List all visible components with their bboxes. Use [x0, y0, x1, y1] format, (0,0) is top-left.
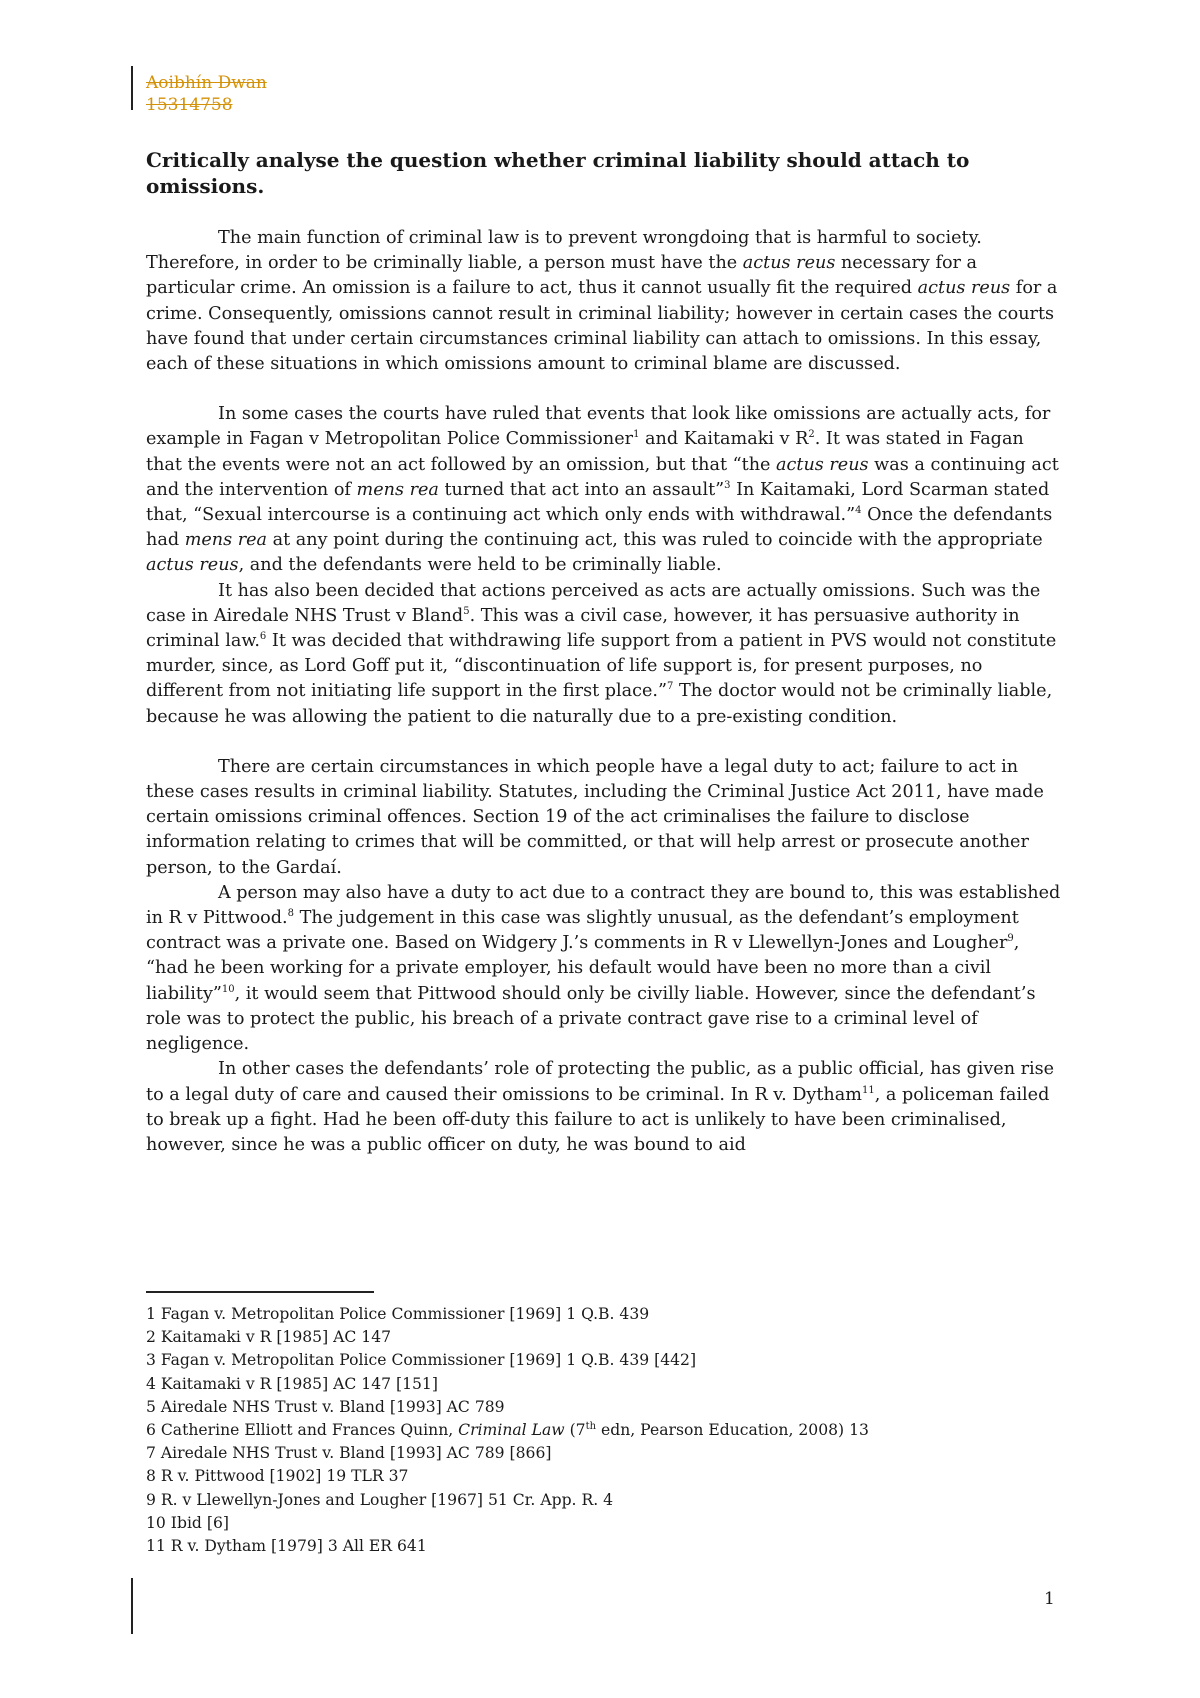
text-run: necessary for a particular crime. An omission is a failure to act, thus it cannot usually fit the required: [146, 253, 978, 299]
text-run: for a crime. Consequently, omissions cannot result in criminal liability; however in certain cases the courts have found that under certain circumstances criminal liability can attach to omissions. In this essay, each of these situations in which omissions amount to criminal blame are discussed.: [146, 278, 1058, 375]
change-bar-top: [131, 66, 133, 110]
italic-term: actus reus: [742, 253, 836, 274]
text-run: It was decided that withdrawing life support from a patient in PVS would not constitute murder, since, as Lord Goff put it, “discontinuation of life support is, for present purposes, no different from not initiating life support in the first place.”: [146, 631, 1057, 702]
text-run: at any point during the continuing act, this was ruled to coincide with the appropriate: [267, 530, 1043, 551]
footnote-item: [146, 1465, 1064, 1488]
italic-term: mens rea: [184, 530, 268, 551]
footnote-ref: th: [585, 1420, 597, 1432]
student-id: 15314758: [146, 95, 233, 115]
footnote-ref: 8: [287, 908, 295, 920]
text-run: 2 Kaitamaki v R [1985] AC 147: [146, 1328, 392, 1347]
italic-term: Criminal Law: [458, 1421, 565, 1440]
footnote-ref: 4: [855, 505, 862, 517]
text-run: 5 Airedale NHS Trust v. Bland [1993] AC 789: [146, 1397, 505, 1416]
paragraph: [146, 402, 1064, 578]
text-run: was a continuing act and the intervention of: [146, 454, 1059, 500]
footnote-ref: 7: [667, 681, 674, 693]
footnote-item: [146, 1489, 1064, 1512]
paragraph: [146, 226, 1064, 377]
essay-title: Critically analyse the question whether criminal liability should attach to omissions.: [146, 148, 970, 198]
footnote-item: [146, 1396, 1064, 1419]
footnote-separator: [146, 1291, 374, 1293]
footnote-item: [146, 1535, 1064, 1558]
footnote-ref: 6: [259, 631, 267, 643]
italic-term: mens rea: [356, 479, 439, 500]
footnote-ref: 1: [633, 429, 640, 441]
text-run: 7 Airedale NHS Trust v. Bland [1993] AC 789 [866]: [146, 1444, 552, 1463]
text-run: There are certain circumstances in which people have a legal duty to act; failure to act in these cases results in criminal liability. Statutes, including the Criminal Justice Act 2011, have made certain omissions criminal offences. Section 19 of the act criminalises the failure to disclose information relating to crimes that will be committed, or that will help arrest or prosecute another person, to the Gardaí.: [146, 756, 1044, 878]
text-run: A person may also have a duty to act due to a contract they are bound to, this was established in R v Pittwood.: [146, 882, 1061, 929]
text-run: and Kaitamaki v R: [639, 429, 809, 450]
text-run: The main function of criminal law is to prevent wrongdoing that is harmful to society. Therefore, in order to be criminally liable, a person must have the: [146, 228, 982, 274]
footnote-ref: 11: [861, 1084, 875, 1096]
text-run: The doctor would not be criminally liable, because he was allowing the patient to die naturally due to a pre-existing condition.: [146, 681, 1053, 727]
footnote-ref: 2: [808, 429, 815, 441]
text-run: . It was stated in Fagan that the events were not an act followed by an omission, but that “the: [146, 429, 1024, 475]
footnote-ref: 9: [1007, 933, 1014, 945]
text-run: In some cases the courts have ruled that events that look like omissions are actually acts, for example in Fagan v Metropolitan Police Commissioner: [146, 404, 1051, 450]
footnote-item: [146, 1419, 1064, 1442]
essay-body: [146, 226, 1064, 1158]
text-run: In other cases the defendants’ role of protecting the public, as a public official, has given rise to a legal duty of care and caused their omissions to be criminal. In R v. Dytham: [146, 1059, 1055, 1105]
footnote-item: [146, 1326, 1064, 1349]
text-run: The judgement in this case was slightly unusual, as the defendant’s employment contract was a private one. Based on Widgery J.’s comments in R v Llewellyn-Jones and Lougher: [146, 908, 1019, 954]
text-run: turned that act into an assault”: [438, 479, 725, 500]
paragraph: [146, 1057, 1064, 1158]
text-run: 4 Kaitamaki v R [1985] AC 147 [151]: [146, 1374, 438, 1393]
text-run: It has also been decided that actions perceived as acts are actually omissions. Such was the case in Airedale NHS Trust v Bland: [146, 580, 1041, 626]
text-run: 8 R v. Pittwood [1902] 19 TLR 37: [146, 1467, 409, 1486]
text-run: 3 Fagan v. Metropolitan Police Commissioner [1969] 1 Q.B. 439 [442]: [146, 1351, 697, 1370]
footnote-item: [146, 1373, 1064, 1396]
footnote-item: [146, 1349, 1064, 1372]
text-run: Once the defendants had: [146, 505, 1053, 551]
author-name: Aoibhín Dwan: [146, 73, 267, 93]
text-run: 10 Ibid [6]: [146, 1513, 229, 1532]
paragraph: [146, 579, 1064, 730]
text-run: edn, Pearson Education, 2008) 13: [596, 1421, 869, 1440]
italic-term: actus reus: [917, 278, 1011, 299]
page-number: 1: [1044, 1589, 1055, 1609]
footnote-ref: 3: [724, 479, 731, 491]
text-run: , and the defendants were held to be criminally liable.: [238, 555, 722, 576]
text-run: . This was a civil case, however, it has persuasive authority in criminal law.: [146, 605, 1020, 652]
footnote-item: [146, 1303, 1064, 1326]
paragraph: [146, 755, 1064, 881]
italic-term: actus reus: [146, 555, 239, 576]
author-block: [146, 72, 267, 116]
text-run: , “had he been working for a private employer, his default would have been no more than a civil liability”: [146, 933, 1020, 1004]
footnote-item: [146, 1512, 1064, 1535]
footnote-ref: 5: [463, 605, 470, 617]
paragraph: [146, 881, 1064, 1057]
text-run: (7: [564, 1421, 586, 1440]
footnote-item: [146, 1442, 1064, 1465]
text-run: , it would seem that Pittwood should only be civilly liable. However, since the defendant’s role was to protect the public, his breach of a private contract gave rise to a criminal level of negligence.: [146, 983, 1036, 1055]
text-run: 1 Fagan v. Metropolitan Police Commissioner [1969] 1 Q.B. 439: [146, 1305, 650, 1323]
text-run: In Kaitamaki, Lord Scarman stated that, “Sexual intercourse is a continuing act which only ends with withdrawal.”: [146, 479, 1050, 526]
footnotes-list: [146, 1303, 1064, 1558]
text-run: 6 Catherine Elliott and Frances Quinn,: [146, 1421, 459, 1440]
text-run: 9 R. v Llewellyn-Jones and Lougher [1967] 51 Cr. App. R. 4: [146, 1490, 614, 1509]
text-run: , a policeman failed to break up a fight. Had he been off-duty this failure to act is unlikely to have been criminalised, however, since he was a public officer on duty, he was bound to aid: [146, 1084, 1050, 1155]
footnote-ref: 10: [221, 983, 235, 995]
change-bar-bottom: [131, 1578, 133, 1634]
text-run: 11 R v. Dytham [1979] 3 All ER 641: [146, 1537, 427, 1556]
italic-term: actus reus: [776, 454, 869, 475]
